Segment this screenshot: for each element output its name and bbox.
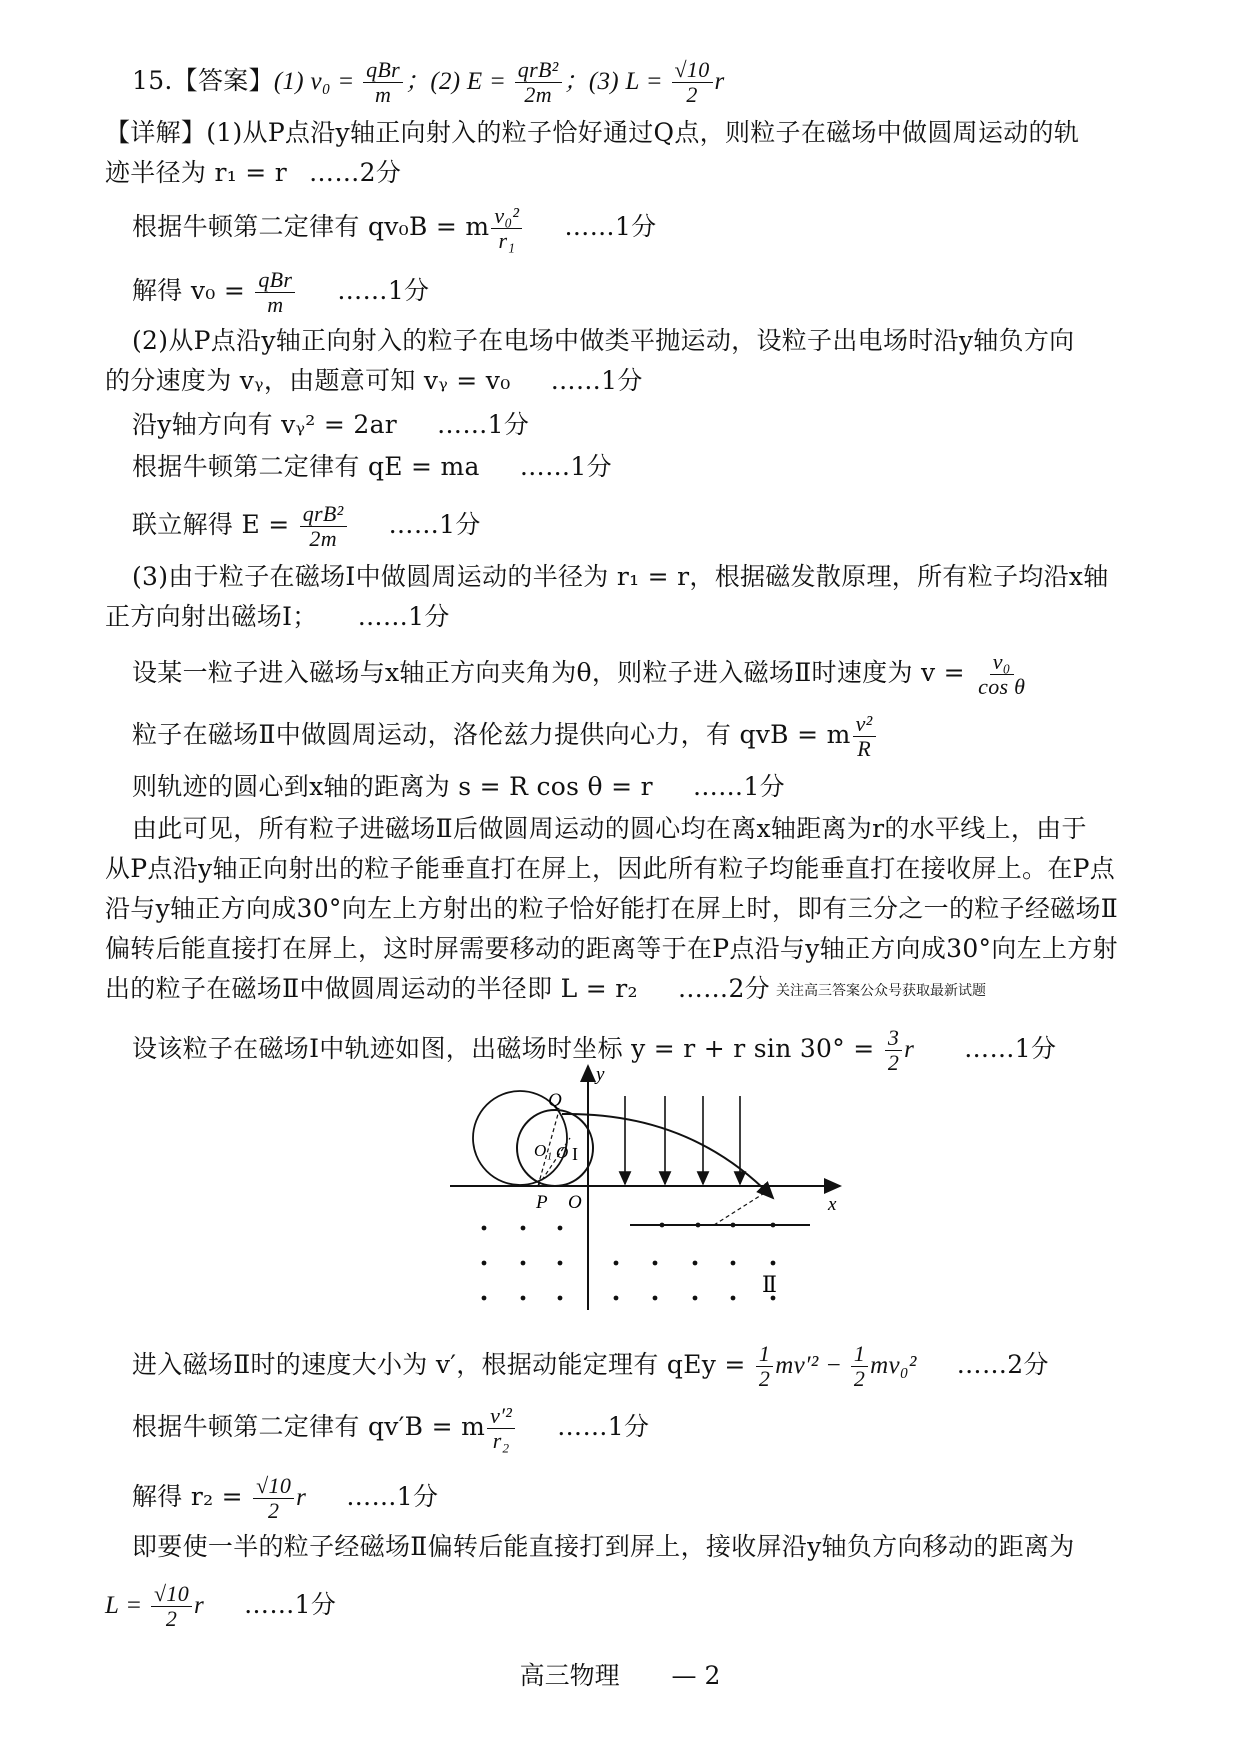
numerator: qrB² [300,502,347,527]
text-line [132,770,785,804]
numerator: √10 [672,58,713,83]
label-q: Q [548,1090,562,1111]
text: 设某一粒子进入磁场与x轴正方向夹角为θ，则粒子进入磁场Ⅱ时速度为 v = [132,658,974,687]
label-y: y [596,1064,605,1085]
fraction [151,1582,192,1631]
text: mv′² − [775,1352,849,1379]
score: ……1分 [519,452,612,481]
denominator: 2 [887,1050,900,1075]
score: ……1分 [244,1590,337,1619]
equation-line [132,1404,649,1453]
tail: r [904,1036,915,1063]
answer-line [132,58,725,107]
label-p: P [536,1192,548,1213]
label-x: x [828,1194,837,1215]
score: ……2分 [677,974,770,1003]
field-circle-i [517,1110,593,1186]
answer-part-3: ；(3) L = [563,68,670,95]
text: 正方向射出磁场Ⅰ； [105,602,318,631]
answer-part-2: ；(2) E = [405,68,513,95]
fraction [851,1342,868,1391]
numerator: qBr [363,58,403,83]
fraction [975,650,1028,699]
fraction [255,268,295,317]
text-line [132,408,529,442]
text: 联立解得 E = [132,510,298,539]
text-line [132,560,1109,594]
equation-line [132,712,878,761]
equation-line [132,268,429,317]
answer-heading: 15.【答案】 [132,66,274,95]
fraction [487,1404,515,1453]
score: ……1分 [557,1412,650,1441]
denominator: 2 [268,1498,280,1523]
label-o: O [568,1192,582,1213]
fraction [300,502,347,551]
fraction [363,58,403,107]
equation-line [132,1342,1049,1391]
text: 沿y轴方向有 vᵧ² = 2ar [132,410,398,439]
equation-line [132,502,481,551]
text-line [132,324,1074,358]
text: 根据牛顿第二定律有 qv₀B = m [132,212,490,241]
text: 由此可见，所有粒子进磁场Ⅱ后做圆周运动的圆心均在离x轴距离为r的水平线上，由于 [132,814,1087,843]
tail: r [194,1592,205,1619]
text-line [105,600,450,634]
text: 解得 r₂ = [132,1482,252,1511]
text: 解得 v₀ = [132,276,254,305]
numerator: 3 [885,1026,902,1051]
text-line [105,892,1118,926]
score: ……1分 [437,410,530,439]
label-field-i: I [572,1144,578,1164]
answer-tail: r [714,68,725,95]
fraction [515,58,562,107]
text: 偏转后能直接打在屏上，这时屏需要移动的距离等于在P点沿与y轴正方向成30°向左上方射 [105,934,1118,963]
text: 粒子在磁场Ⅱ中做圆周运动，洛伦兹力提供向心力，有 qvB = m [132,720,851,749]
score: ……2分 [309,158,402,187]
text: 设该粒子在磁场Ⅰ中轨迹如图，出磁场时坐标 y = r + r sin 30° = [132,1034,883,1063]
text: 【详解】(1)从P点沿y轴正向射入的粒子恰好通过Q点，则粒子在磁场中做圆周运动的轨 [105,118,1080,147]
equation-line [132,1474,438,1523]
text-line [105,156,401,190]
fraction [491,204,522,253]
score: ……2分 [956,1350,1049,1379]
fraction [756,1342,773,1391]
text: (2)从P点沿y轴正向射入的粒子在电场中做类平抛运动，设粒子出电场时沿y轴负方向 [132,326,1075,355]
numerator: 1 [756,1342,773,1367]
text-line [105,364,643,398]
text: 根据牛顿第二定律有 qv′B = m [132,1412,486,1441]
denominator: R [857,736,871,761]
denominator: 2m [309,526,337,551]
text: 则轨迹的圆心到x轴的距离为 s = R cos θ = r [132,772,653,801]
numerator: v₀² [491,204,522,229]
text-line [105,972,986,1008]
text-line [132,450,612,484]
numerator: v² [853,712,876,737]
text: L = [105,1592,150,1619]
denominator: r₂ [492,1428,510,1453]
numerator: qrB² [515,58,562,83]
footer-page-number: — 2 [671,1661,721,1690]
denominator: 2m [524,82,552,107]
numerator: √10 [253,1474,294,1499]
page-footer [0,1656,1240,1692]
text: 出的粒子在磁场Ⅱ中做圆周运动的半径即 L = r₂ [105,974,638,1003]
field-ii-dots [482,1223,776,1301]
denominator: r₁ [498,228,516,253]
score: ……1分 [357,602,450,631]
text-line [105,852,1115,886]
equation-line [105,1582,336,1631]
numerator: v₀ [990,650,1014,675]
text-line [105,116,1079,150]
score: ……1分 [346,1482,439,1511]
score: ……1分 [337,276,430,305]
tail: r [296,1484,307,1511]
label-o1: O₁ [534,1141,553,1160]
numerator: qBr [255,268,295,293]
equation-line [132,204,656,253]
fraction [853,712,876,761]
numerator: v′² [487,1404,515,1429]
denominator: cos θ [978,674,1026,699]
denominator: m [374,82,392,107]
denominator: m [267,292,284,317]
text: 的分速度为 vᵧ，由题意可知 vᵧ = v₀ [105,366,511,395]
label-o2: O [556,1143,569,1162]
text-line [132,812,1087,846]
fraction [885,1026,902,1075]
score: ……1分 [564,212,657,241]
dashed-line [714,1192,766,1225]
score: ……1分 [692,772,785,801]
score: ……1分 [388,510,481,539]
text: 即要使一半的粒子经磁场Ⅱ偏转后能直接打到屏上，接收屏沿y轴负方向移动的距离为 [132,1532,1075,1561]
text: (3)由于粒子在磁场Ⅰ中做圆周运动的半径为 r₁ = r，根据磁发散原理，所有粒子均沿x轴 [132,562,1109,591]
text-line [105,932,1118,966]
text: 从P点沿y轴正向射出的粒子能垂直打在屏上，因此所有粒子均能垂直打在接收屏上。在P点 [105,854,1116,883]
text: 进入磁场Ⅱ时的速度大小为 v′，根据动能定理有 qEy = [132,1350,754,1379]
trajectory-figure [440,1060,860,1320]
label-field-ii: Ⅱ [762,1272,777,1297]
numerator: √10 [151,1582,192,1607]
fraction [253,1474,294,1523]
denominator: 2 [853,1366,866,1391]
denominator: 2 [686,82,698,107]
text: 迹半径为 r₁ = r [105,158,288,187]
answer-part-1: (1) v₀ = [273,68,362,95]
denominator: 2 [758,1366,771,1391]
text-line [132,1530,1075,1564]
footer-subject: 高三物理 [519,1661,620,1690]
watermark-note: 关注高三答案公众号获取最新试题 [775,982,986,999]
score: ……1分 [964,1034,1057,1063]
score: ……1分 [550,366,643,395]
equation-line [132,650,1030,699]
denominator: 2 [165,1606,178,1631]
fraction [672,58,713,107]
numerator: 1 [851,1342,868,1367]
text: 根据牛顿第二定律有 qE = ma [132,452,480,481]
text: 沿与y轴正方向成30°向左上方射出的粒子恰好能打在屏上时，即有三分之一的粒子经磁场Ⅱ [105,894,1119,923]
tail: mv₀² [870,1352,917,1379]
